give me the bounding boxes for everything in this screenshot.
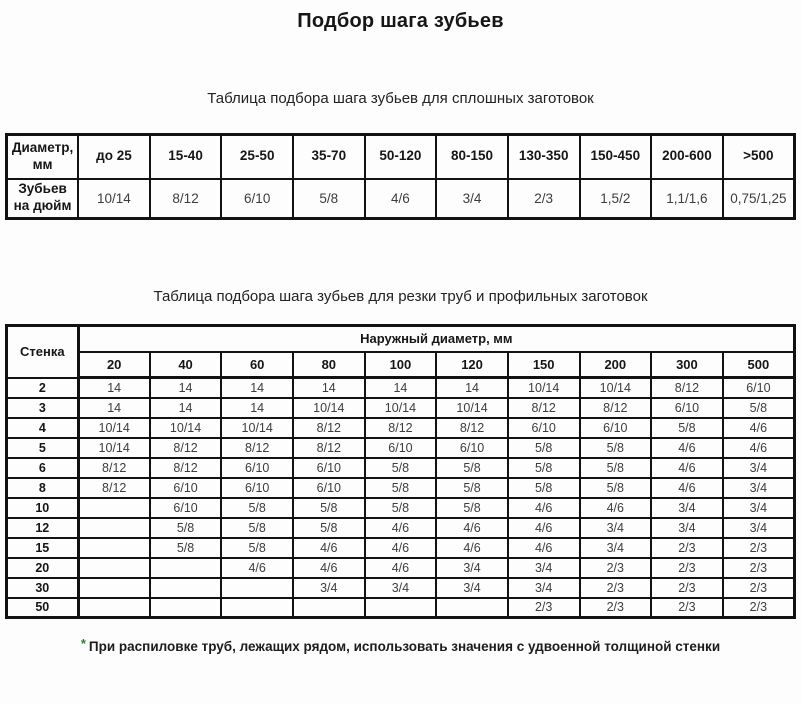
page-title: Подбор шага зубьев xyxy=(297,10,504,32)
cell-value: 8/12 xyxy=(221,438,293,458)
cell-value: 5/8 xyxy=(221,518,293,538)
cell-value: 14 xyxy=(436,378,508,398)
cell-value: 6/10 xyxy=(580,418,652,438)
cell-value: 2/3 xyxy=(580,578,652,598)
cell-value: 6/10 xyxy=(221,179,293,219)
cell-value: 8/12 xyxy=(580,398,652,418)
table-row xyxy=(7,438,795,458)
cell-value: 3/4 xyxy=(508,558,580,578)
cell-value: 2/3 xyxy=(580,598,652,618)
cell-value: 5/8 xyxy=(508,478,580,498)
col-header: 50-120 xyxy=(365,135,437,179)
table-row xyxy=(7,398,795,418)
cell-value: 10/14 xyxy=(78,438,150,458)
cell-value: 4/6 xyxy=(365,518,437,538)
cell-value: 5/8 xyxy=(150,518,222,538)
cell-value: 2/3 xyxy=(723,558,795,578)
cell-value: 6/10 xyxy=(150,498,222,518)
col-header: 120 xyxy=(436,352,508,378)
row-label: 20 xyxy=(7,558,79,578)
cell-value: 6/10 xyxy=(508,418,580,438)
cell-value: 5/8 xyxy=(293,179,365,219)
cell-value: 4/6 xyxy=(651,478,723,498)
cell-value: 2/3 xyxy=(723,538,795,558)
cell-value: 8/12 xyxy=(293,418,365,438)
cell-value: 3/4 xyxy=(436,179,508,219)
cell-value: 6/10 xyxy=(293,458,365,478)
cell-value: 5/8 xyxy=(365,478,437,498)
footnote-text: При распиловке труб, лежащих рядом, использовать значения с удвоенной толщиной стенки xyxy=(88,639,721,654)
cell-value xyxy=(221,578,293,598)
cell-value: 8/12 xyxy=(150,458,222,478)
cell-value: 14 xyxy=(150,398,222,418)
cell-value: 4/6 xyxy=(651,438,723,458)
cell-value: 5/8 xyxy=(221,538,293,558)
cell-value: 8/12 xyxy=(78,478,150,498)
cell-value: 8/12 xyxy=(436,418,508,438)
cell-value: 4/6 xyxy=(221,558,293,578)
cell-value: 8/12 xyxy=(150,438,222,458)
col-header: 80 xyxy=(293,352,365,378)
cell-value: 14 xyxy=(78,398,150,418)
cell-value: 4/6 xyxy=(365,558,437,578)
cell-value: 14 xyxy=(150,378,222,398)
cell-value: 8/12 xyxy=(150,179,222,219)
cell-value: 3/4 xyxy=(508,578,580,598)
col-header: 20 xyxy=(78,352,150,378)
cell-value: 10/14 xyxy=(78,179,150,219)
pipe-table-caption: Таблица подбора шага зубьев для резки труб и профильных заготовок xyxy=(153,288,648,305)
cell-value: 3/4 xyxy=(436,558,508,578)
cell-value: 4/6 xyxy=(436,538,508,558)
col-header: 15-40 xyxy=(150,135,222,179)
row-label: 30 xyxy=(7,578,79,598)
cell-value: 3/4 xyxy=(723,518,795,538)
cell-value: 14 xyxy=(365,378,437,398)
row-label: 3 xyxy=(7,398,79,418)
diameter-header: Диаметр, мм xyxy=(7,135,79,179)
cell-value xyxy=(78,518,150,538)
cell-value: 2/3 xyxy=(651,538,723,558)
table-row xyxy=(7,478,795,498)
cell-value: 10/14 xyxy=(436,398,508,418)
table-row xyxy=(7,179,795,219)
row-label: 5 xyxy=(7,438,79,458)
cell-value: 5/8 xyxy=(436,478,508,498)
cell-value: 2/3 xyxy=(508,179,580,219)
col-header: 200-600 xyxy=(651,135,723,179)
solid-table-caption: Таблица подбора шага зубьев для сплошных заготовок xyxy=(207,90,594,107)
cell-value: 4/6 xyxy=(436,518,508,538)
cell-value: 4/6 xyxy=(723,438,795,458)
cell-value xyxy=(78,558,150,578)
cell-value: 6/10 xyxy=(651,398,723,418)
cell-value: 8/12 xyxy=(293,438,365,458)
cell-value: 5/8 xyxy=(436,498,508,518)
row-label: 15 xyxy=(7,538,79,558)
cell-value: 4/6 xyxy=(365,179,437,219)
cell-value: 5/8 xyxy=(723,398,795,418)
cell-value: 3/4 xyxy=(723,458,795,478)
cell-value: 5/8 xyxy=(508,458,580,478)
cell-value: 2/3 xyxy=(723,578,795,598)
cell-value: 2/3 xyxy=(651,578,723,598)
cell-value: 2/3 xyxy=(723,598,795,618)
row-label: 2 xyxy=(7,378,79,398)
cell-value: 6/10 xyxy=(365,438,437,458)
cell-value xyxy=(150,558,222,578)
cell-value: 4/6 xyxy=(365,538,437,558)
cell-value: 5/8 xyxy=(580,478,652,498)
cell-value: 6/10 xyxy=(293,478,365,498)
cell-value: 3/4 xyxy=(436,578,508,598)
cell-value: 4/6 xyxy=(723,418,795,438)
cell-value: 3/4 xyxy=(580,538,652,558)
table-row xyxy=(7,352,795,378)
cell-value: 6/10 xyxy=(221,458,293,478)
cell-value: 3/4 xyxy=(293,578,365,598)
cell-value: 10/14 xyxy=(221,418,293,438)
cell-value: 10/14 xyxy=(365,398,437,418)
cell-value: 4/6 xyxy=(508,498,580,518)
cell-value: 4/6 xyxy=(580,498,652,518)
col-header: >500 xyxy=(723,135,795,179)
cell-value xyxy=(293,598,365,618)
cell-value: 5/8 xyxy=(221,498,293,518)
col-header: 100 xyxy=(365,352,437,378)
cell-value: 10/14 xyxy=(580,378,652,398)
table-row xyxy=(7,458,795,478)
cell-value: 3/4 xyxy=(651,518,723,538)
cell-value xyxy=(78,498,150,518)
table-row xyxy=(7,498,795,518)
row-label: 50 xyxy=(7,598,79,618)
cell-value xyxy=(150,598,222,618)
col-header: 200 xyxy=(580,352,652,378)
cell-value: 4/6 xyxy=(293,538,365,558)
cell-value: 5/8 xyxy=(365,498,437,518)
cell-value: 10/14 xyxy=(150,418,222,438)
cell-value xyxy=(365,598,437,618)
cell-value: 14 xyxy=(78,378,150,398)
cell-value: 14 xyxy=(221,398,293,418)
col-header: 40 xyxy=(150,352,222,378)
cell-value xyxy=(221,598,293,618)
cell-value: 5/8 xyxy=(436,458,508,478)
cell-value: 3/4 xyxy=(723,498,795,518)
table-row xyxy=(7,578,795,598)
col-header: 150 xyxy=(508,352,580,378)
cell-value: 5/8 xyxy=(651,418,723,438)
table-row xyxy=(7,378,795,398)
cell-value: 0,75/1,25 xyxy=(723,179,795,219)
col-header: 500 xyxy=(723,352,795,378)
cell-value: 2/3 xyxy=(651,558,723,578)
cell-value: 6/10 xyxy=(436,438,508,458)
pipe-table-body xyxy=(7,378,795,618)
cell-value: 1,1/1,6 xyxy=(651,179,723,219)
col-header: 35-70 xyxy=(293,135,365,179)
cell-value: 4/6 xyxy=(651,458,723,478)
cell-value: 8/12 xyxy=(508,398,580,418)
cell-value: 5/8 xyxy=(150,538,222,558)
cell-value: 14 xyxy=(293,378,365,398)
row-label: 6 xyxy=(7,458,79,478)
table-row xyxy=(7,558,795,578)
cell-value: 5/8 xyxy=(293,518,365,538)
pipe-workpiece-table xyxy=(5,324,796,619)
cell-value xyxy=(78,598,150,618)
col-header: 150-450 xyxy=(580,135,652,179)
cell-value: 1,5/2 xyxy=(580,179,652,219)
cell-value: 8/12 xyxy=(365,418,437,438)
cell-value: 5/8 xyxy=(580,458,652,478)
cell-value xyxy=(78,538,150,558)
col-header: 130-350 xyxy=(508,135,580,179)
cell-value: 10/14 xyxy=(78,418,150,438)
cell-value: 5/8 xyxy=(508,438,580,458)
cell-value: 3/4 xyxy=(723,478,795,498)
col-header: до 25 xyxy=(78,135,150,179)
cell-value: 5/8 xyxy=(293,498,365,518)
col-header: 80-150 xyxy=(436,135,508,179)
cell-value: 8/12 xyxy=(78,458,150,478)
cell-value: 14 xyxy=(221,378,293,398)
cell-value: 4/6 xyxy=(508,538,580,558)
asterisk-marker: * xyxy=(80,636,86,651)
cell-value: 3/4 xyxy=(580,518,652,538)
cell-value: 2/3 xyxy=(508,598,580,618)
cell-value: 2/3 xyxy=(580,558,652,578)
solid-workpiece-table xyxy=(5,133,796,220)
table-row xyxy=(7,135,795,179)
table-row xyxy=(7,538,795,558)
cell-value: 2/3 xyxy=(651,598,723,618)
row-label: 10 xyxy=(7,498,79,518)
cell-value: 4/6 xyxy=(508,518,580,538)
outer-diameter-header: Наружный диаметр, мм xyxy=(78,326,794,352)
cell-value xyxy=(150,578,222,598)
col-header: 25-50 xyxy=(221,135,293,179)
cell-value: 6/10 xyxy=(150,478,222,498)
cell-value: 6/10 xyxy=(723,378,795,398)
row-label: 8 xyxy=(7,478,79,498)
cell-value: 3/4 xyxy=(365,578,437,598)
cell-value: 4/6 xyxy=(293,558,365,578)
table-row xyxy=(7,418,795,438)
col-header: 60 xyxy=(221,352,293,378)
cell-value xyxy=(78,578,150,598)
cell-value: 8/12 xyxy=(651,378,723,398)
tpi-header: Зубьев на дюйм xyxy=(7,179,79,219)
footnote xyxy=(0,636,801,654)
cell-value: 10/14 xyxy=(293,398,365,418)
cell-value: 10/14 xyxy=(508,378,580,398)
table-row xyxy=(7,598,795,618)
cell-value: 6/10 xyxy=(221,478,293,498)
cell-value xyxy=(436,598,508,618)
cell-value: 5/8 xyxy=(580,438,652,458)
table-row xyxy=(7,518,795,538)
wall-header: Стенка xyxy=(7,326,79,378)
table-row xyxy=(7,326,795,352)
cell-value: 3/4 xyxy=(651,498,723,518)
col-header: 300 xyxy=(651,352,723,378)
row-label: 4 xyxy=(7,418,79,438)
row-label: 12 xyxy=(7,518,79,538)
cell-value: 5/8 xyxy=(365,458,437,478)
